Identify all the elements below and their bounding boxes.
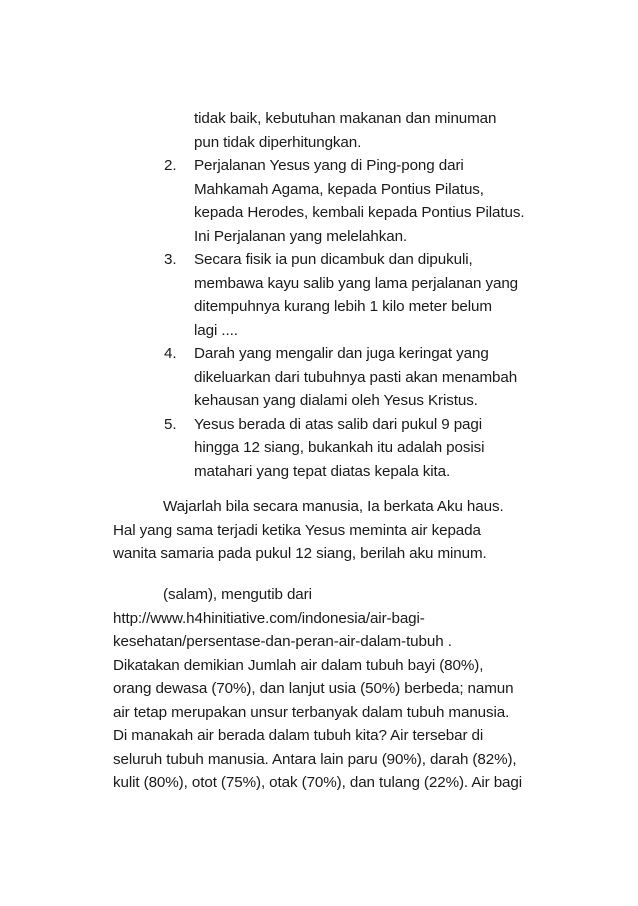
url-line: kesehatan/persentase-dan-peran-air-dalam-tubuh . <box>113 633 452 650</box>
list-item-line <box>0 389 638 413</box>
list-item <box>0 413 638 437</box>
list-line-text: Ini Perjalanan yang melelahkan. <box>194 227 408 245</box>
paragraph-water-in-body <box>113 583 533 795</box>
list-item-line <box>0 319 638 343</box>
list-item-line <box>0 366 638 390</box>
list-item-line <box>0 178 638 202</box>
list-item-number: 5. <box>164 415 177 433</box>
list-item-line <box>0 201 638 225</box>
paragraph-line: seluruh tubuh manusia. Antara lain paru (90%), darah (82%), <box>113 750 517 768</box>
paragraph-line: air tetap merupakan unsur terbanyak dalam tubuh manusia. <box>113 703 510 721</box>
list-line-text: Perjalanan Yesus yang di Ping-pong dari <box>194 157 464 174</box>
paragraph-line: kulit (80%), otot (75%), otak (70%), dan tulang (22%). Air bagi <box>113 774 523 791</box>
paragraph-thirst <box>113 495 533 566</box>
list-item-number: 4. <box>164 345 177 362</box>
list-item-line <box>0 225 638 249</box>
list-item <box>0 342 638 366</box>
list-line-text: hingga 12 siang, bukankah itu adalah posisi <box>194 439 485 456</box>
list-item-line <box>0 436 638 460</box>
list-line-text: Secara fisik ia pun dicambuk dan dipukuli, <box>194 251 473 268</box>
list-line-text: matahari yang tepat diatas kepala kita. <box>194 462 451 480</box>
list-line-text: lagi .... <box>194 321 238 339</box>
list-continuation-line <box>0 131 638 155</box>
paragraph-line: Wajarlah bila secara manusia, Ia berkata Aku haus. <box>163 498 504 515</box>
list-line-text: kepada Herodes, kembali kepada Pontius Pilatus. <box>194 204 525 221</box>
list-line-text: pun tidak diperhitungkan. <box>194 133 362 151</box>
list-item-number: 2. <box>164 157 177 174</box>
paragraph-line: Dikatakan demikian Jumlah air dalam tubuh bayi (80%), <box>113 656 484 674</box>
list-line-text: Darah yang mengalir dan juga keringat yang <box>194 345 489 362</box>
list-line-text: kehausan yang dialami oleh Yesus Kristus. <box>194 392 478 409</box>
paragraph-line: Di manakah air berada dalam tubuh kita? Air tersebar di <box>113 727 484 744</box>
list-item-line <box>0 272 638 296</box>
list-item-line <box>0 295 638 319</box>
paragraph-line: wanita samaria pada pukul 12 siang, berilah aku minum. <box>113 545 487 562</box>
list-line-text: tidak baik, kebutuhan makanan dan minuman <box>194 110 497 127</box>
numbered-list <box>0 107 638 483</box>
list-continuation-line <box>0 107 638 131</box>
list-line-text: dikeluarkan dari tubuhnya pasti akan menambah <box>194 368 518 386</box>
list-line-text: Mahkamah Agama, kepada Pontius Pilatus, <box>194 180 484 198</box>
paragraph-line: Hal yang sama terjadi ketika Yesus meminta air kepada <box>113 521 481 539</box>
list-line-text: membawa kayu salib yang lama perjalanan yang <box>194 274 519 292</box>
list-item-number: 3. <box>164 251 177 268</box>
paragraph-line: (salam), mengutib dari <box>163 586 312 603</box>
list-item <box>0 154 638 178</box>
url-line: http://www.h4hinitiative.com/indonesia/air-bagi- <box>113 609 425 627</box>
list-item-line <box>0 460 638 484</box>
list-line-text: Yesus berada di atas salib dari pukul 9 pagi <box>194 415 483 433</box>
list-line-text: ditempuhnya kurang lebih 1 kilo meter belum <box>194 298 492 315</box>
list-item <box>0 248 638 272</box>
paragraph-line: orang dewasa (70%), dan lanjut usia (50%) berbeda; namun <box>113 680 514 697</box>
